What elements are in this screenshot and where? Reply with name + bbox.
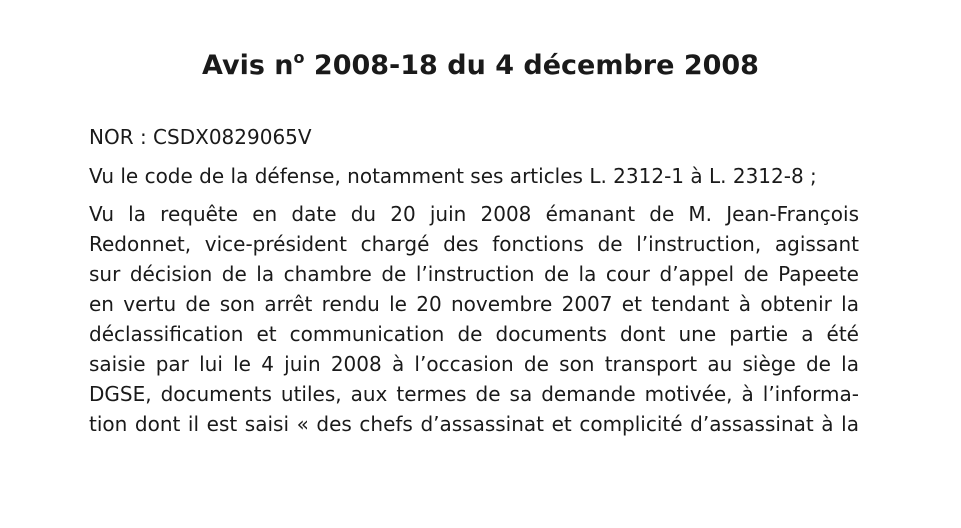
paragraph-line: Redonnet, vice-président chargé des fonctions de l’instruction, agissant <box>89 232 860 256</box>
paragraph-line: déclassification et communication de documents dont une partie a été <box>89 322 859 346</box>
paragraph-line: sur décision de la chambre de l’instruction de la cour d’appel de Papeete <box>89 262 859 286</box>
nor-reference: NOR : CSDX0829065V <box>89 125 312 149</box>
title-prefix: Avis n <box>202 50 294 81</box>
paragraph-line: saisie par lui le 4 juin 2008 à l’occasion de son transport au siège de la <box>89 352 859 376</box>
visa-request-paragraph <box>89 199 859 439</box>
visa-code-defense: Vu le code de la défense, notamment ses articles L. 2312-1 à L. 2312-8 ; <box>89 164 817 188</box>
paragraph-line: tion dont il est saisi « des chefs d’assassinat et complicité d’assassinat à la <box>89 412 859 436</box>
title-suffix: 2008-18 du 4 décembre 2008 <box>304 50 759 81</box>
title-superscript: o <box>293 48 305 67</box>
paragraph-line: en vertu de son arrêt rendu le 20 novembre 2007 et tendant à obtenir la <box>89 292 859 316</box>
paragraph-line: Vu la requête en date du 20 juin 2008 émanant de M. Jean-François <box>89 202 859 226</box>
document-title <box>0 50 961 82</box>
paragraph-line: DGSE, documents utiles, aux termes de sa demande motivée, à l’informa- <box>89 382 860 406</box>
